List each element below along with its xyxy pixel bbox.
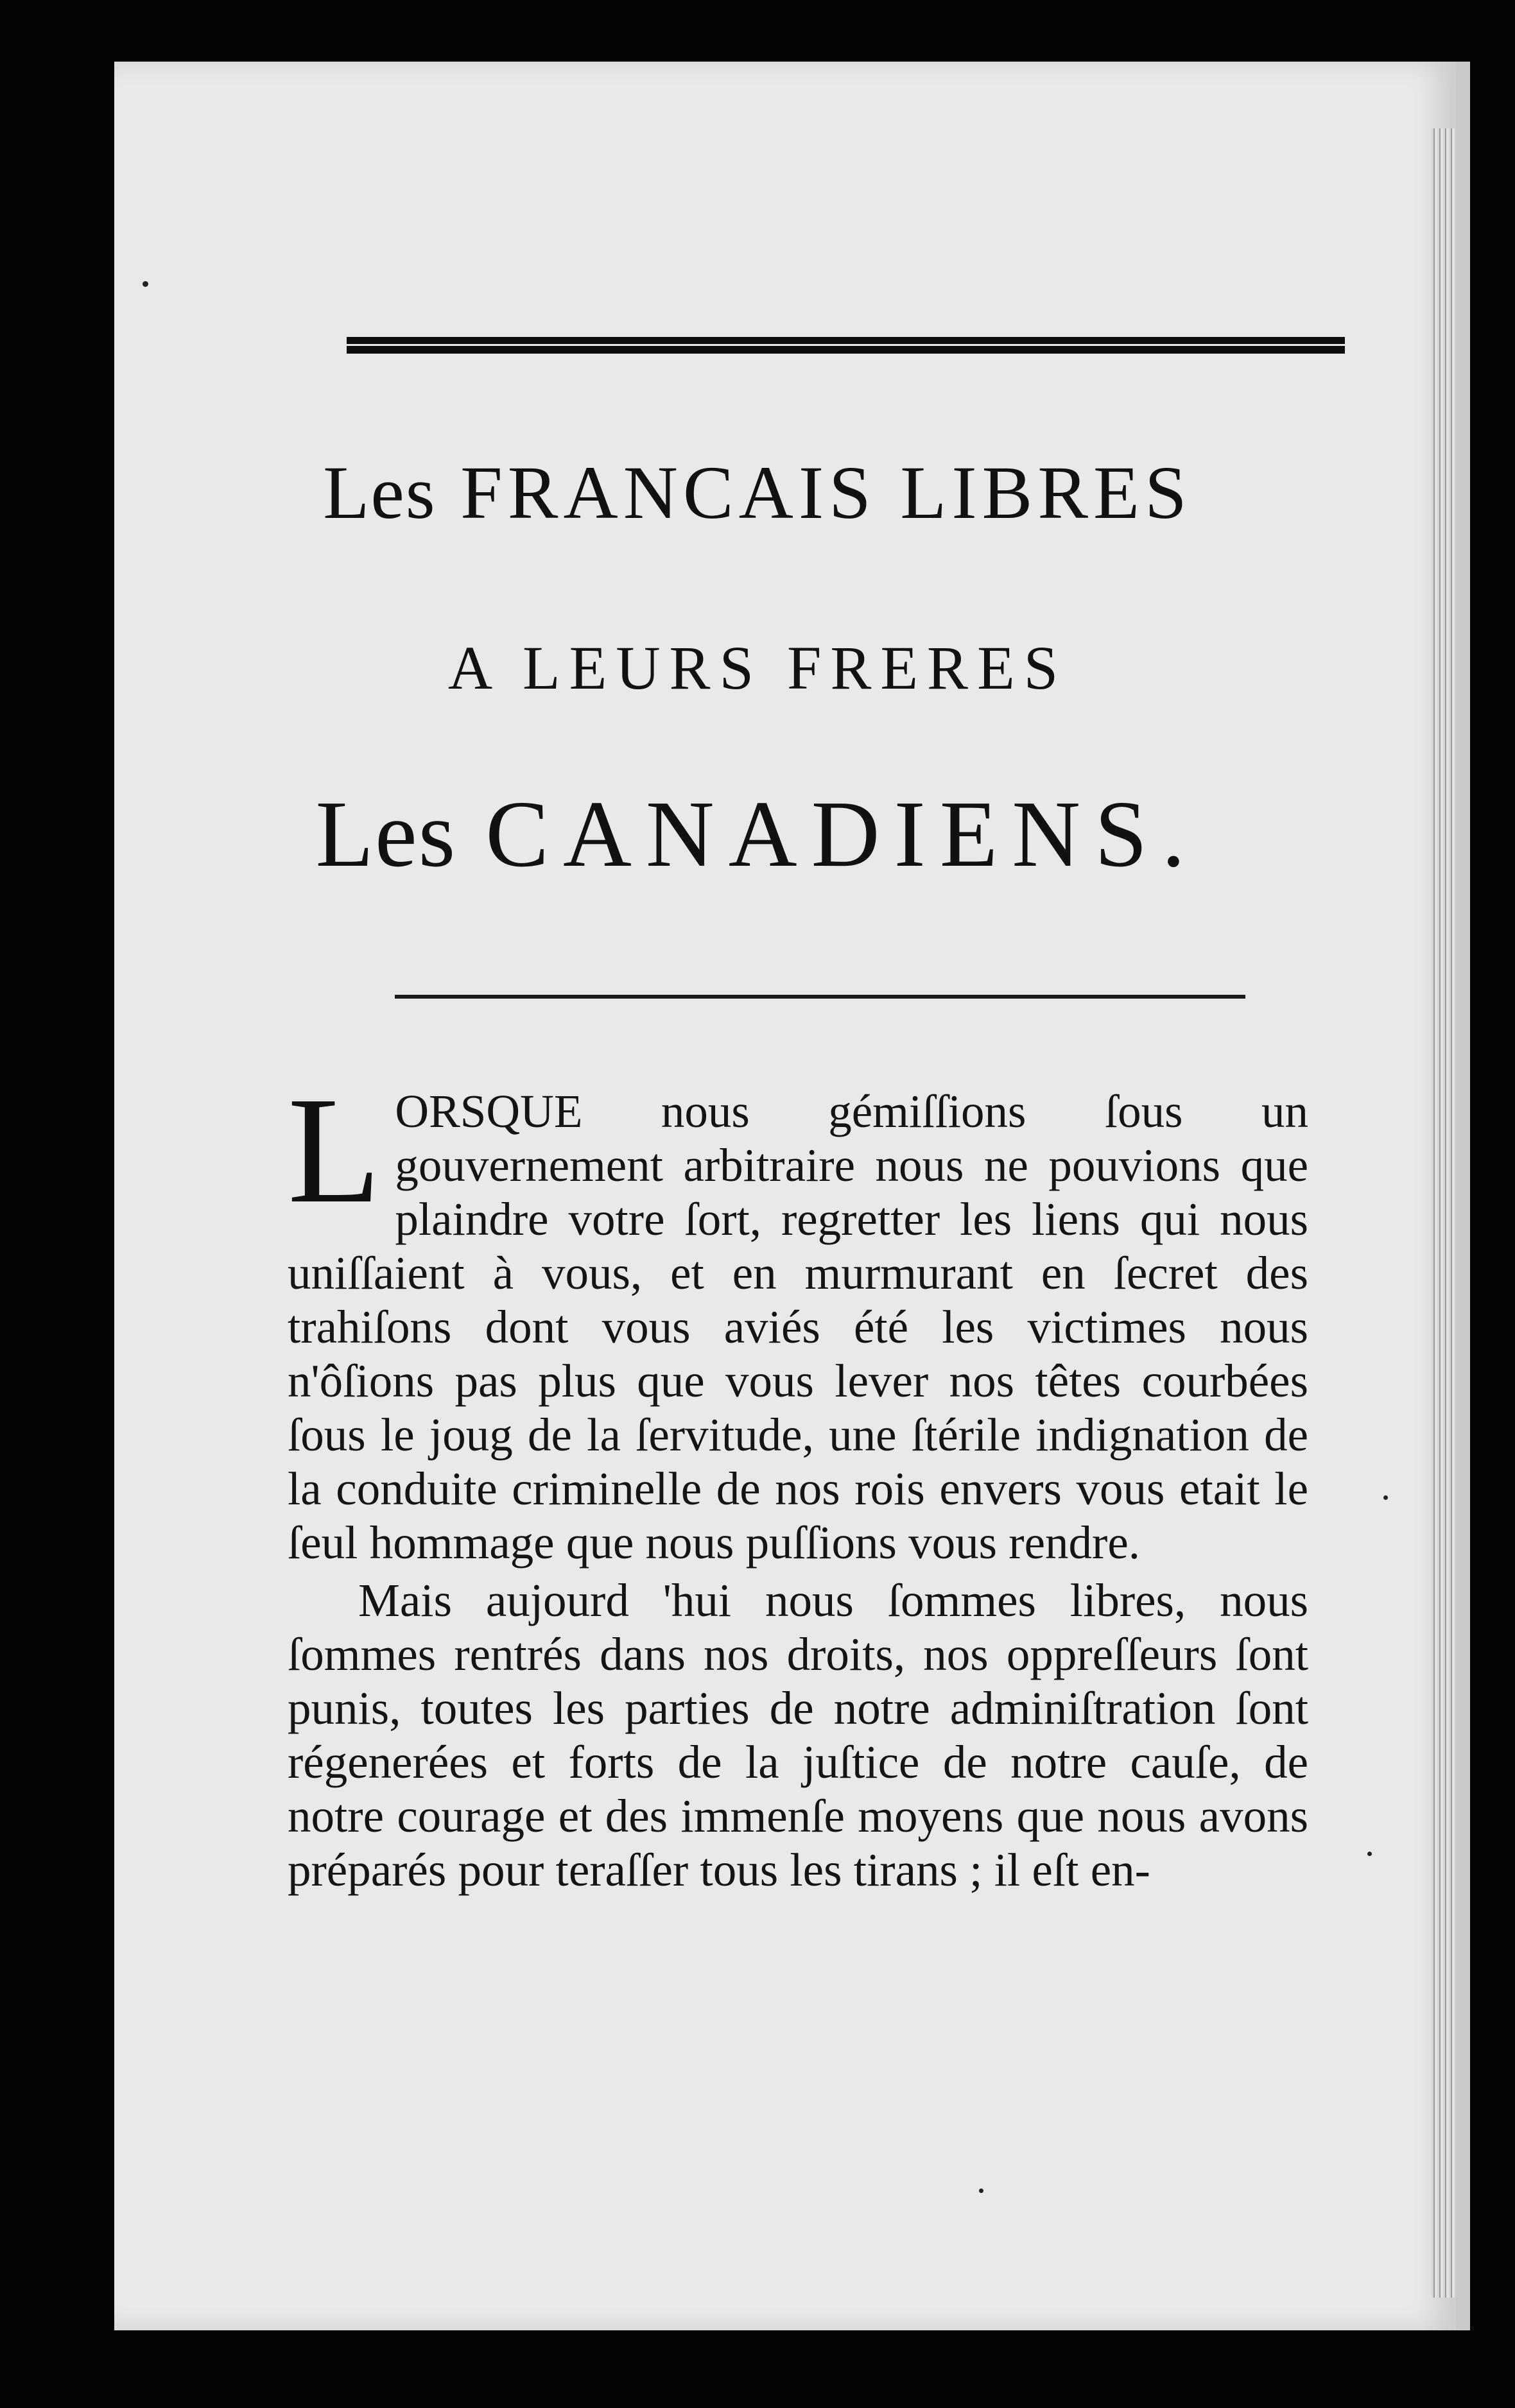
paragraph-1: [288, 1066, 1308, 1570]
title-line-1: [0, 449, 1515, 537]
title-line-1-prefix: Les: [323, 451, 437, 535]
paper-speck: [979, 2189, 983, 2193]
paper-speck: [1383, 1495, 1388, 1500]
title-line-3-main: CANADIENS.: [485, 782, 1200, 887]
paper-speck: [143, 281, 148, 287]
paragraph-2: Mais aujourd 'hui nous ſommes libres, nous ſommes rentrés dans nos droits, nos oppreſſeurs ſont punis, toutes les parties de notre adminiſtration ſont régenerées et forts de la juſtice de notre cauſe, de notre courage et des immenſe moyens que nous avons préparés pour teraſſer tous les tirans ; il eſt en-: [288, 1574, 1308, 1896]
title-line-2: A LEURS FRERES: [447, 633, 1068, 702]
paragraph-1-text: ORSQUE nous gémiſſions ſous un gouvernement arbitraire nous ne pouvions que plaindre votre ſort, regretter les liens qui nous uniſſaient à vous, et en murmurant en ſecret des trahiſons dont vous aviés été les victimes nous n'ôſions pas plus que vous lever nos têtes courbées ſous le joug de la ſervitude, une ſtérile indignation de la conduite criminelle de nos rois envers vous etait le ſeul hommage que nous puſſions vous rendre.: [288, 1085, 1308, 1569]
body-text: [288, 1066, 1308, 1897]
title-line-3: [0, 780, 1515, 889]
paper-speck: [1367, 1852, 1372, 1856]
drop-cap: L: [288, 1066, 381, 1235]
section-rule: [395, 995, 1245, 999]
title-line-1-main: FRANCAIS LIBRES: [460, 451, 1192, 535]
top-double-rule: [347, 337, 1345, 354]
title-line-3-prefix: Les: [315, 782, 457, 887]
